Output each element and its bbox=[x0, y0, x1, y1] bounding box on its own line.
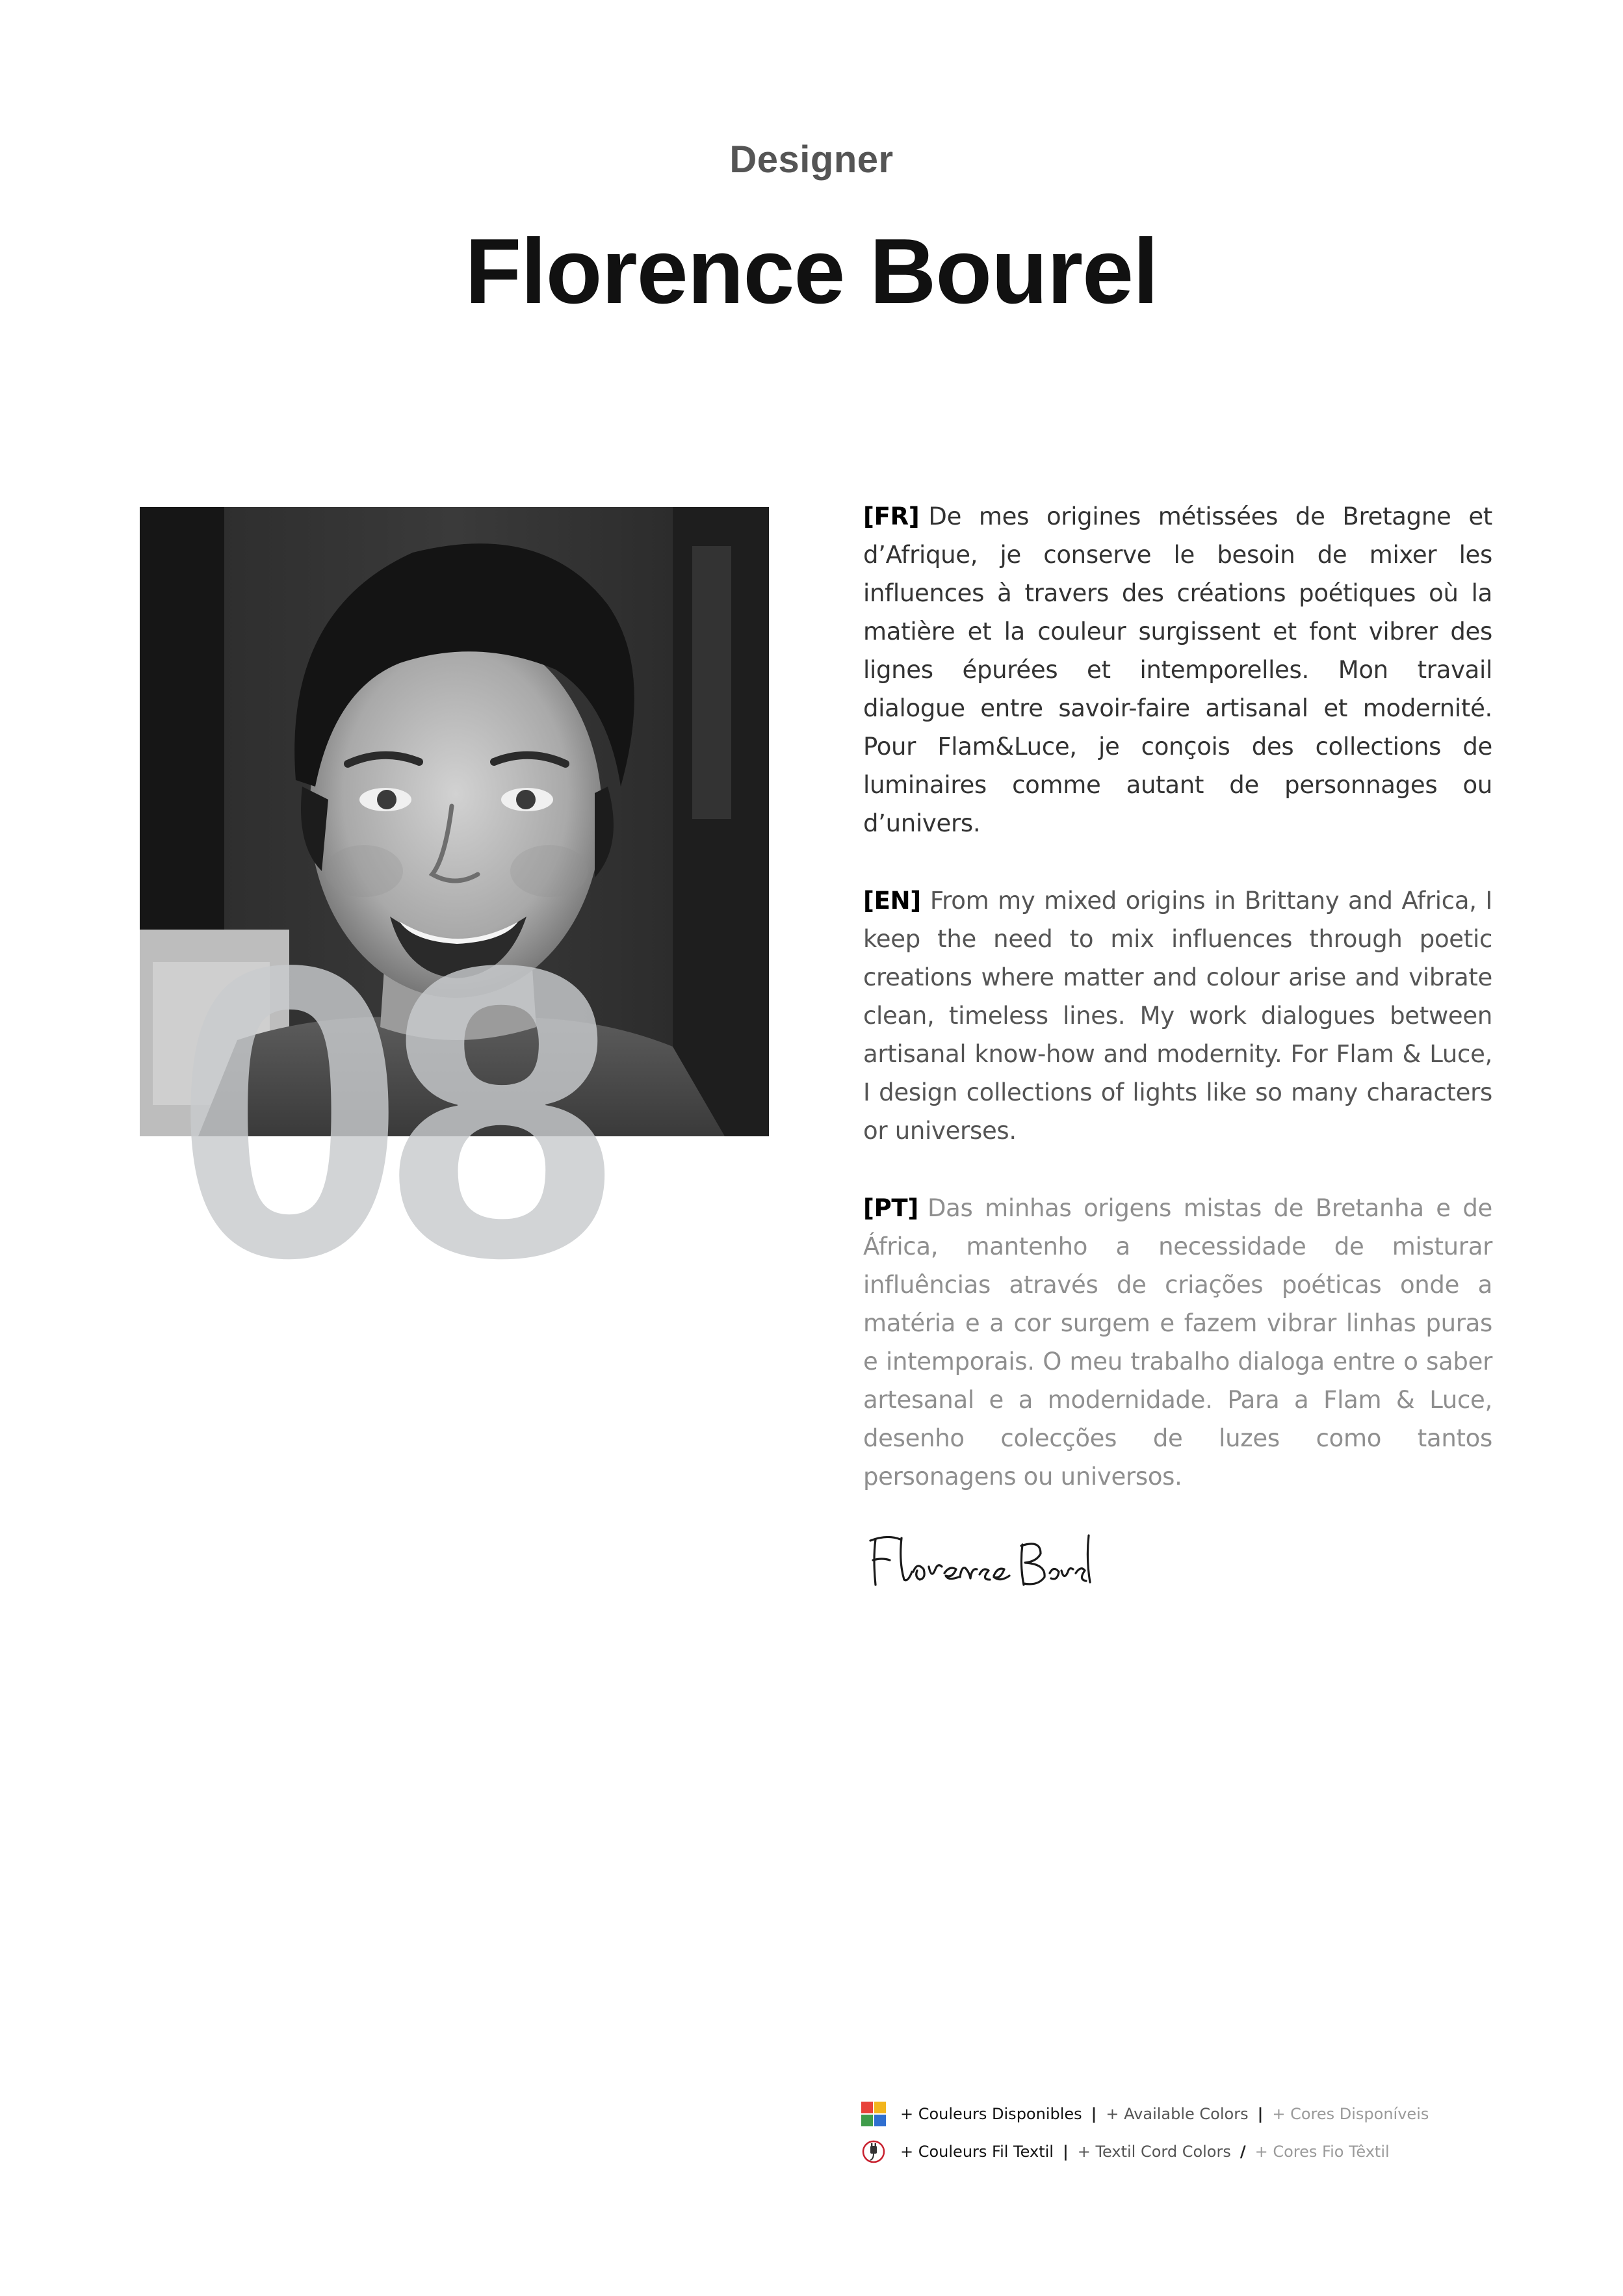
bio-text-pt: Das minhas origens mistas de Bretanha e de África, mantenho a necessidade de misturar influências através de criações poéticas onde a matéria e a cor surgem e fazem vibrar linhas puras e intemporais. O meu trabalho dialoga entre o saber artesanal e a modernidade. Para a Flam & Luce, desenho colecções de luzes como tantos personagens ou universos. bbox=[863, 1194, 1492, 1491]
legend-row-cord-colors bbox=[861, 2139, 1429, 2165]
designer-role-label: Designer bbox=[729, 138, 894, 181]
color-palette-icon bbox=[861, 2102, 886, 2126]
bio-text-column bbox=[863, 497, 1492, 1535]
language-tag-en: [EN] bbox=[863, 887, 921, 915]
color-legend bbox=[861, 2101, 1429, 2176]
legend-separator: / bbox=[1240, 2143, 1246, 2161]
bio-paragraph-en bbox=[863, 881, 1492, 1150]
language-tag-fr: [FR] bbox=[863, 502, 920, 530]
bio-text-fr: De mes origines métissées de Bretagne et d’Afrique, je conserve le besoin de mixer les influences à travers des créations poétiques où la matière et la couleur surgissent et font vibrer des lignes épurées et intemporelles. Mon travail dialogue entre savoir-faire artisanal et modernité. Pour Flam&Luce, je conçois des collections de luminaires comme autant de personnages ou d’univers. bbox=[863, 502, 1492, 837]
legend-separator: | bbox=[1062, 2143, 1069, 2161]
language-tag-pt: [PT] bbox=[863, 1194, 918, 1222]
bio-paragraph-pt bbox=[863, 1189, 1492, 1496]
legend-row-available-colors bbox=[861, 2101, 1429, 2127]
textile-cord-plug-icon bbox=[861, 2139, 886, 2164]
designer-signature bbox=[861, 1520, 1095, 1598]
legend-cord-pt: + Cores Fio Têxtil bbox=[1254, 2143, 1390, 2161]
legend-cord-fr: + Couleurs Fil Textil bbox=[900, 2143, 1054, 2161]
designer-number-overlay: 08 bbox=[174, 879, 598, 1344]
legend-separator: | bbox=[1091, 2105, 1097, 2123]
bio-paragraph-fr bbox=[863, 497, 1492, 842]
legend-cord-en: + Textil Cord Colors bbox=[1077, 2143, 1231, 2161]
legend-colors-pt: + Cores Disponíveis bbox=[1272, 2105, 1429, 2123]
legend-colors-fr: + Couleurs Disponibles bbox=[900, 2105, 1082, 2123]
legend-colors-en: + Available Colors bbox=[1106, 2105, 1249, 2123]
legend-separator: | bbox=[1257, 2105, 1264, 2123]
designer-name-title: Florence Bourel bbox=[465, 220, 1158, 323]
bio-text-en: From my mixed origins in Brittany and Africa, I keep the need to mix influences through poetic creations where matter and colour arise and vibrate clean, timeless lines. My work dialogues between artisanal know-how and modernity. For Flam & Luce, I design collections of lights like so many characters or universes. bbox=[863, 887, 1492, 1145]
designer-portrait-photo bbox=[140, 507, 769, 1136]
